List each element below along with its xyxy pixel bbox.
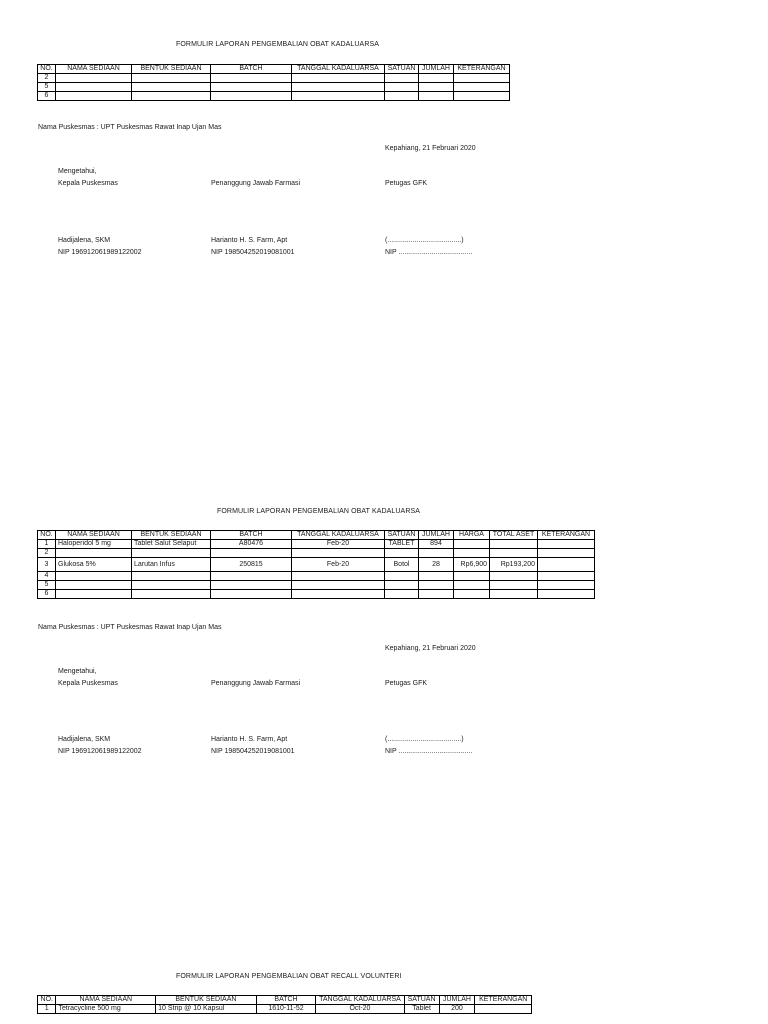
cell	[56, 549, 132, 558]
form3-title: FORMULIR LAPORAN PENGEMBALIAN OBAT RECALL VOLUNTERI	[176, 973, 402, 980]
header-bentuk-sediaan: BENTUK SEDIAAN	[132, 531, 211, 540]
cell	[211, 74, 292, 83]
cell	[490, 581, 538, 590]
row-no: 6	[38, 590, 56, 599]
table-row	[38, 572, 595, 581]
row-tanggal: Oct-20	[316, 1005, 404, 1014]
cell	[132, 74, 211, 83]
petugas-title: Petugas GFK	[385, 680, 428, 687]
cell	[292, 549, 385, 558]
cell	[56, 74, 132, 83]
row-nama: Glukosa 5%	[56, 558, 132, 572]
cell	[132, 83, 211, 92]
row-keterangan	[538, 540, 595, 549]
header-no: NO.	[38, 996, 56, 1005]
pj-nip: NIP 198504252019081001	[211, 748, 295, 755]
header-keterangan: KETERANGAN	[538, 531, 595, 540]
cell	[454, 549, 490, 558]
header-jumlah: JUMLAH	[439, 996, 475, 1005]
header-tanggal-kadaluarsa: TANGGAL KADALUARSA	[316, 996, 404, 1005]
header-no: NO.	[38, 65, 56, 74]
row-no: 4	[38, 572, 56, 581]
cell	[385, 572, 419, 581]
row-no: 2	[38, 74, 56, 83]
form1-title: FORMULIR LAPORAN PENGEMBALIAN OBAT KADALUARSA	[176, 41, 380, 48]
row-no: 6	[38, 92, 56, 101]
header-batch: BATCH	[256, 996, 316, 1005]
petugas-name: (......................................)	[385, 736, 464, 743]
kepala-nip: NIP 196912061989122002	[58, 249, 142, 256]
header-satuan: SATUAN	[385, 531, 419, 540]
cell	[538, 581, 595, 590]
kepala-nip: NIP 196912061989122002	[58, 748, 142, 755]
row-satuan: Botol	[385, 558, 419, 572]
cell	[292, 590, 385, 599]
row-jumlah: 28	[419, 558, 454, 572]
place-date: Kepahiang, 21 Februari 2020	[385, 145, 476, 152]
form3-table	[37, 995, 532, 1014]
cell	[490, 572, 538, 581]
cell	[385, 83, 419, 92]
table-header-row	[38, 531, 595, 540]
table-row	[38, 581, 595, 590]
cell	[292, 74, 385, 83]
cell	[211, 572, 292, 581]
header-nama-sediaan: NAMA SEDIAAN	[56, 996, 156, 1005]
row-satuan: Tablet	[404, 1005, 439, 1014]
kepala-name: Hadijalena, SKM	[58, 237, 111, 244]
header-jumlah: JUMLAH	[419, 65, 454, 74]
row-jumlah: 200	[439, 1005, 475, 1014]
puskesmas-name: Nama Puskesmas : UPT Puskesmas Rawat Inap Ujan Mas	[38, 624, 222, 631]
row-no: 5	[38, 581, 56, 590]
row-harga: Rp6,900	[454, 558, 490, 572]
cell	[419, 83, 454, 92]
row-batch: A80476	[211, 540, 292, 549]
petugas-nip: NIP ......................................	[385, 249, 473, 256]
row-bentuk: 10 Strip @ 10 Kapsul	[156, 1005, 257, 1014]
row-keterangan	[538, 558, 595, 572]
form2-table	[37, 530, 595, 599]
cell	[538, 590, 595, 599]
header-satuan: SATUAN	[385, 65, 419, 74]
row-batch: 250815	[211, 558, 292, 572]
header-satuan: SATUAN	[404, 996, 439, 1005]
table-header-row	[38, 996, 532, 1005]
row-tanggal: Feb-20	[292, 558, 385, 572]
table-row	[38, 92, 510, 101]
mengetahui-label: Mengetahui,	[58, 668, 97, 675]
pj-title: Penanggung Jawab Farmasi	[211, 680, 301, 687]
cell	[538, 572, 595, 581]
cell	[292, 92, 385, 101]
form2-title: FORMULIR LAPORAN PENGEMBALIAN OBAT KADALUARSA	[217, 508, 421, 515]
pj-name: Harianto H. S. Farm, Apt	[211, 237, 288, 244]
header-nama-sediaan: NAMA SEDIAAN	[56, 65, 132, 74]
petugas-name: (......................................)	[385, 237, 464, 244]
cell	[454, 74, 510, 83]
cell	[385, 74, 419, 83]
header-no: NO.	[38, 531, 56, 540]
header-nama-sediaan: NAMA SEDIAAN	[56, 531, 132, 540]
row-tanggal: Feb-20	[292, 540, 385, 549]
table-row	[38, 74, 510, 83]
header-jumlah: JUMLAH	[419, 531, 454, 540]
table-header-row	[38, 65, 510, 74]
row-batch: 1610-11-52	[256, 1005, 316, 1014]
table-row	[38, 590, 595, 599]
cell	[211, 83, 292, 92]
cell	[292, 581, 385, 590]
cell	[419, 572, 454, 581]
kepala-title: Kepala Puskesmas	[58, 180, 118, 187]
pj-name: Harianto H. S. Farm, Apt	[211, 736, 288, 743]
cell	[454, 92, 510, 101]
cell	[211, 92, 292, 101]
cell	[419, 92, 454, 101]
form1-table	[37, 64, 510, 101]
cell	[419, 581, 454, 590]
kepala-title: Kepala Puskesmas	[58, 680, 118, 687]
place-date: Kepahiang, 21 Februari 2020	[385, 645, 476, 652]
pj-nip: NIP 198504252019081001	[211, 249, 295, 256]
cell	[385, 549, 419, 558]
table-row	[38, 549, 595, 558]
cell	[454, 83, 510, 92]
cell	[56, 581, 132, 590]
cell	[385, 92, 419, 101]
cell	[56, 590, 132, 599]
header-batch: BATCH	[211, 531, 292, 540]
header-bentuk-sediaan: BENTUK SEDIAAN	[132, 65, 211, 74]
row-total	[490, 540, 538, 549]
row-bentuk: Larutan Infus	[132, 558, 211, 572]
row-satuan: TABLET	[385, 540, 419, 549]
row-no: 1	[38, 1005, 56, 1014]
cell	[132, 590, 211, 599]
cell	[211, 590, 292, 599]
row-no: 2	[38, 549, 56, 558]
header-keterangan: KETERANGAN	[475, 996, 532, 1005]
cell	[538, 549, 595, 558]
header-tanggal-kadaluarsa: TANGGAL KADALUARSA	[292, 531, 385, 540]
row-nama: Haloperidol 5 mg	[56, 540, 132, 549]
cell	[56, 92, 132, 101]
cell	[132, 549, 211, 558]
row-no: 5	[38, 83, 56, 92]
cell	[454, 572, 490, 581]
cell	[292, 572, 385, 581]
header-harga: HARGA	[454, 531, 490, 540]
header-batch: BATCH	[211, 65, 292, 74]
row-no: 3	[38, 558, 56, 572]
header-keterangan: KETERANGAN	[454, 65, 510, 74]
mengetahui-label: Mengetahui,	[58, 168, 97, 175]
table-row	[38, 83, 510, 92]
puskesmas-name: Nama Puskesmas : UPT Puskesmas Rawat Inap Ujan Mas	[38, 124, 222, 131]
header-total-aset: TOTAL ASET	[490, 531, 538, 540]
table-row	[38, 540, 595, 549]
petugas-nip: NIP ......................................	[385, 748, 473, 755]
cell	[132, 572, 211, 581]
cell	[385, 581, 419, 590]
table-row	[38, 558, 595, 572]
cell	[419, 549, 454, 558]
pj-title: Penanggung Jawab Farmasi	[211, 180, 301, 187]
row-nama: Tetracycline 500 mg	[56, 1005, 156, 1014]
cell	[490, 549, 538, 558]
cell	[56, 572, 132, 581]
kepala-name: Hadijalena, SKM	[58, 736, 111, 743]
row-harga	[454, 540, 490, 549]
row-total: Rp193,200	[490, 558, 538, 572]
cell	[454, 590, 490, 599]
row-keterangan	[475, 1005, 532, 1014]
cell	[385, 590, 419, 599]
header-tanggal-kadaluarsa: TANGGAL KADALUARSA	[292, 65, 385, 74]
cell	[132, 92, 211, 101]
cell	[211, 581, 292, 590]
cell	[211, 549, 292, 558]
cell	[419, 74, 454, 83]
row-bentuk: Tablet Salut Selaput	[132, 540, 211, 549]
table-row	[38, 1005, 532, 1014]
cell	[132, 581, 211, 590]
row-jumlah: 894	[419, 540, 454, 549]
cell	[56, 83, 132, 92]
row-no: 1	[38, 540, 56, 549]
cell	[490, 590, 538, 599]
header-bentuk-sediaan: BENTUK SEDIAAN	[156, 996, 257, 1005]
petugas-title: Petugas GFK	[385, 180, 428, 187]
cell	[292, 83, 385, 92]
cell	[419, 590, 454, 599]
cell	[454, 581, 490, 590]
